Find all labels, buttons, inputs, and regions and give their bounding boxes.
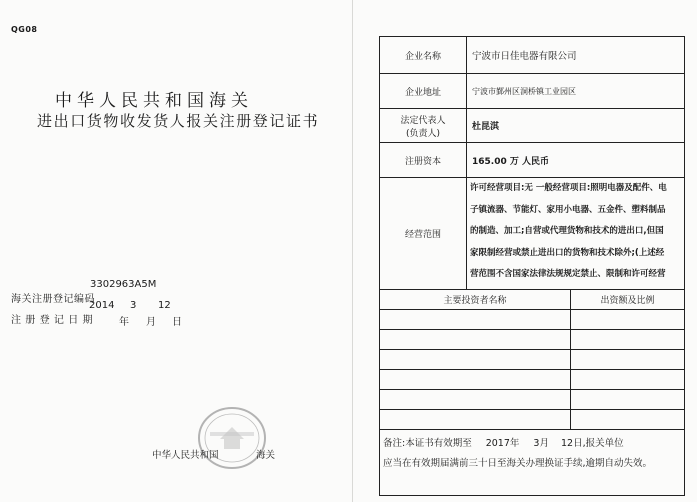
registration-table [379, 36, 685, 290]
investor-share-cell [571, 410, 685, 430]
investor-row [380, 390, 685, 410]
issuer-prefix: 中华人民共和国 [152, 450, 219, 461]
reg-date-year: 2014 [89, 300, 115, 311]
legal-rep-label [380, 109, 467, 143]
legal-rep-label-line2: (负责人) [405, 128, 441, 139]
investor-name-cell [380, 370, 571, 390]
expiry-month: 3 [533, 438, 540, 449]
customs-reg-no-label: 海关注册登记编码 [11, 294, 95, 305]
reg-capital-label: 注册资本 [380, 143, 467, 178]
company-name-value: 宁波市日佳电器有限公司 [467, 37, 685, 74]
investor-row [380, 310, 685, 330]
investor-name-cell [380, 330, 571, 350]
reg-date-year-unit: 年 [119, 317, 129, 328]
investor-header-row [380, 290, 685, 310]
investor-row [380, 330, 685, 350]
scope-line: 的制造、加工;自营或代理货物和技术的进出口,但国 [470, 226, 664, 236]
expiry-year: 2017 [485, 438, 510, 449]
scope-line: 家限制经营或禁止进出口的货物和技术除外;(上述经 [470, 247, 665, 258]
remark-line1 [380, 430, 684, 454]
investor-share-cell [571, 350, 685, 370]
investor-name-cell [380, 410, 571, 430]
customs-seal-stamp [196, 405, 268, 471]
investor-share-cell [571, 310, 685, 330]
page-fold-line [352, 0, 353, 502]
row-company-name [380, 37, 685, 74]
investor-row [380, 350, 685, 370]
investor-share-cell [571, 330, 685, 350]
reg-date-month: 3 [130, 300, 137, 311]
scope-line: 子镇流器、节能灯、家用小电器、五金件、塑料制品 [470, 204, 666, 215]
remark-row [380, 430, 685, 496]
row-company-address [380, 74, 685, 109]
investor-share-cell [571, 370, 685, 390]
company-name-label: 企业名称 [380, 37, 467, 74]
reg-date-day-unit: 日 [172, 317, 182, 328]
investor-name-cell [380, 350, 571, 370]
customs-reg-no-value: 3302963A5M [90, 279, 157, 290]
investor-share-cell [571, 390, 685, 410]
investor-name-cell [380, 390, 571, 410]
remark-prefix: 备注:本证书有效期至 [383, 438, 472, 449]
row-reg-capital [380, 143, 685, 178]
investor-name-header: 主要投资者名称 [380, 290, 571, 310]
row-business-scope [380, 178, 685, 290]
remark-line2: 应当在有效期届满前三十日至海关办理换证手续,逾期自动失效。 [383, 458, 653, 469]
reg-date-month-unit: 月 [146, 317, 156, 328]
form-code: QG08 [11, 25, 38, 34]
reg-date-label: 注册登记日期 [11, 315, 97, 326]
expiry-day: 12 [560, 438, 574, 449]
scope-line: 许可经营项目:无 一般经营项目:照明电器及配件、电 [470, 183, 667, 193]
expiry-year-unit: 年 [509, 438, 520, 449]
issuer-suffix: 海关 [256, 450, 276, 461]
certificate-title-line2: 进出口货物收发货人报关注册登记证书 [37, 112, 320, 130]
legal-rep-label-line1: 法定代表人 [400, 115, 446, 126]
business-scope-label: 经营范围 [380, 178, 467, 290]
investor-row [380, 410, 685, 430]
certificate-title-line1: 中华人民共和国海关 [55, 91, 253, 111]
investor-name-cell [380, 310, 571, 330]
expiry-day-suffix: 日,报关单位 [573, 438, 624, 449]
investor-share-header: 出资额及比例 [571, 290, 685, 310]
investor-row [380, 370, 685, 390]
row-legal-rep [380, 109, 685, 143]
expiry-month-unit: 月 [539, 438, 549, 449]
scope-line: 营范围不含国家法律法规规定禁止、限制和许可经营 [470, 269, 666, 279]
company-address-label: 企业地址 [380, 74, 467, 109]
reg-capital-value: 165.00 万 人民币 [467, 143, 685, 178]
reg-date-day: 12 [158, 300, 171, 311]
business-scope-value [467, 178, 685, 290]
legal-rep-value: 杜昆淇 [467, 109, 685, 143]
investor-table [379, 289, 685, 496]
remark-cell [380, 430, 685, 496]
company-address-value: 宁波市鄞州区洞桥镇工业园区 [467, 74, 685, 109]
